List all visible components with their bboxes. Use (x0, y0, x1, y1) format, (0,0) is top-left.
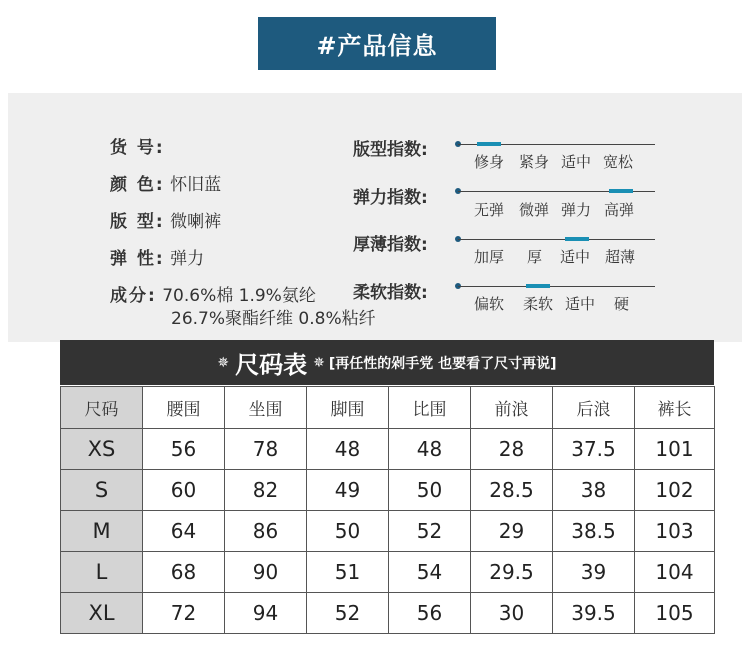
size-cell: S (61, 470, 143, 511)
table-cell: 78 (225, 429, 307, 470)
size-cell: M (61, 511, 143, 552)
table-cell: 48 (389, 429, 471, 470)
softness-option: 柔软 (523, 295, 554, 313)
thickness-option: 适中 (560, 248, 591, 266)
size-cell: L (61, 552, 143, 593)
item-number-label: 货 号: (110, 138, 165, 158)
table-cell: 103 (635, 511, 715, 552)
composition-value-line2: 26.7%聚酯纤维 0.8%粘纤 (171, 309, 376, 329)
table-cell: 86 (225, 511, 307, 552)
fit-option: 适中 (561, 153, 592, 171)
sparkle-icon: ✵ (313, 354, 325, 371)
thickness-index-marker (565, 237, 589, 241)
table-cell: 56 (389, 593, 471, 634)
stretch-option: 弹力 (561, 201, 592, 219)
fit-option: 紧身 (519, 153, 550, 171)
column-header: 前浪 (471, 387, 553, 429)
table-row (61, 470, 715, 511)
column-header: 后浪 (553, 387, 635, 429)
table-cell: 48 (307, 429, 389, 470)
fit-index-label: 版型指数: (353, 140, 428, 160)
table-cell: 49 (307, 470, 389, 511)
size-chart-subtitle: [再任性的剁手党 也要看了尺寸再说] (328, 355, 557, 372)
stretch-row (110, 244, 204, 269)
column-header: 坐围 (225, 387, 307, 429)
table-cell: 68 (143, 552, 225, 593)
table-cell: 38.5 (553, 511, 635, 552)
table-cell: 64 (143, 511, 225, 552)
table-row (61, 429, 715, 470)
table-cell: 56 (143, 429, 225, 470)
table-cell: 52 (307, 593, 389, 634)
color-value: 怀旧蓝 (170, 175, 222, 195)
section-title-banner (258, 17, 496, 70)
table-cell: 39 (553, 552, 635, 593)
softness-index-label: 柔软指数: (353, 283, 428, 303)
size-cell: XS (61, 429, 143, 470)
stretch-option: 高弹 (604, 201, 635, 219)
table-row (61, 593, 715, 634)
stretch-label: 弹 性: (110, 249, 165, 269)
table-cell: 28.5 (471, 470, 553, 511)
table-cell: 90 (225, 552, 307, 593)
softness-index-marker (526, 284, 550, 288)
item-number-row (110, 133, 165, 158)
table-cell: 50 (307, 511, 389, 552)
table-cell: 102 (635, 470, 715, 511)
table-cell: 94 (225, 593, 307, 634)
column-header: 裤长 (635, 387, 715, 429)
thickness-option: 超薄 (605, 248, 636, 266)
table-cell: 51 (307, 552, 389, 593)
fit-option: 修身 (474, 153, 505, 171)
table-cell: 104 (635, 552, 715, 593)
softness-option: 适中 (565, 295, 596, 313)
fit-index-marker (477, 142, 501, 146)
table-cell: 30 (471, 593, 553, 634)
size-table (60, 386, 715, 634)
table-row (61, 552, 715, 593)
thickness-option: 厚 (527, 248, 543, 266)
table-cell: 50 (389, 470, 471, 511)
softness-index-line (458, 286, 655, 287)
column-header: 脚围 (307, 387, 389, 429)
table-cell: 60 (143, 470, 225, 511)
stretch-index-label: 弹力指数: (353, 188, 428, 208)
softness-option: 偏软 (474, 295, 505, 313)
stretch-index-marker (609, 189, 633, 193)
stretch-option: 微弹 (519, 201, 550, 219)
color-row (110, 170, 221, 195)
table-cell: 82 (225, 470, 307, 511)
stretch-option: 无弹 (474, 201, 505, 219)
stretch-value: 弹力 (170, 249, 205, 269)
table-header-row (61, 387, 715, 429)
fit-label: 版 型: (110, 212, 165, 232)
table-cell: 72 (143, 593, 225, 634)
column-header: 腰围 (143, 387, 225, 429)
table-cell: 29.5 (471, 552, 553, 593)
fit-row (110, 207, 221, 232)
composition-value-line1: 70.6%棉 1.9%氨纶 (162, 286, 316, 306)
section-title: #产品信息 (316, 32, 438, 60)
column-header: 比围 (389, 387, 471, 429)
table-cell: 37.5 (553, 429, 635, 470)
table-cell: 101 (635, 429, 715, 470)
size-chart-title: 尺码表 (235, 351, 308, 379)
color-label: 颜 色: (110, 175, 165, 195)
composition-row (110, 281, 316, 306)
table-cell: 29 (471, 511, 553, 552)
thickness-index-line (458, 239, 655, 240)
table-cell: 39.5 (553, 593, 635, 634)
table-cell: 28 (471, 429, 553, 470)
table-cell: 52 (389, 511, 471, 552)
column-header: 尺码 (61, 387, 143, 429)
table-cell: 54 (389, 552, 471, 593)
softness-option: 硬 (614, 295, 630, 313)
thickness-option: 加厚 (474, 248, 505, 266)
fit-option: 宽松 (603, 153, 634, 171)
size-chart-title-bar (60, 340, 714, 385)
composition-label: 成分: (110, 286, 157, 306)
sparkle-icon: ✵ (217, 354, 230, 371)
table-row (61, 511, 715, 552)
size-cell: XL (61, 593, 143, 634)
table-cell: 105 (635, 593, 715, 634)
fit-value: 微喇裤 (170, 212, 222, 232)
thickness-index-label: 厚薄指数: (353, 235, 428, 255)
table-cell: 38 (553, 470, 635, 511)
